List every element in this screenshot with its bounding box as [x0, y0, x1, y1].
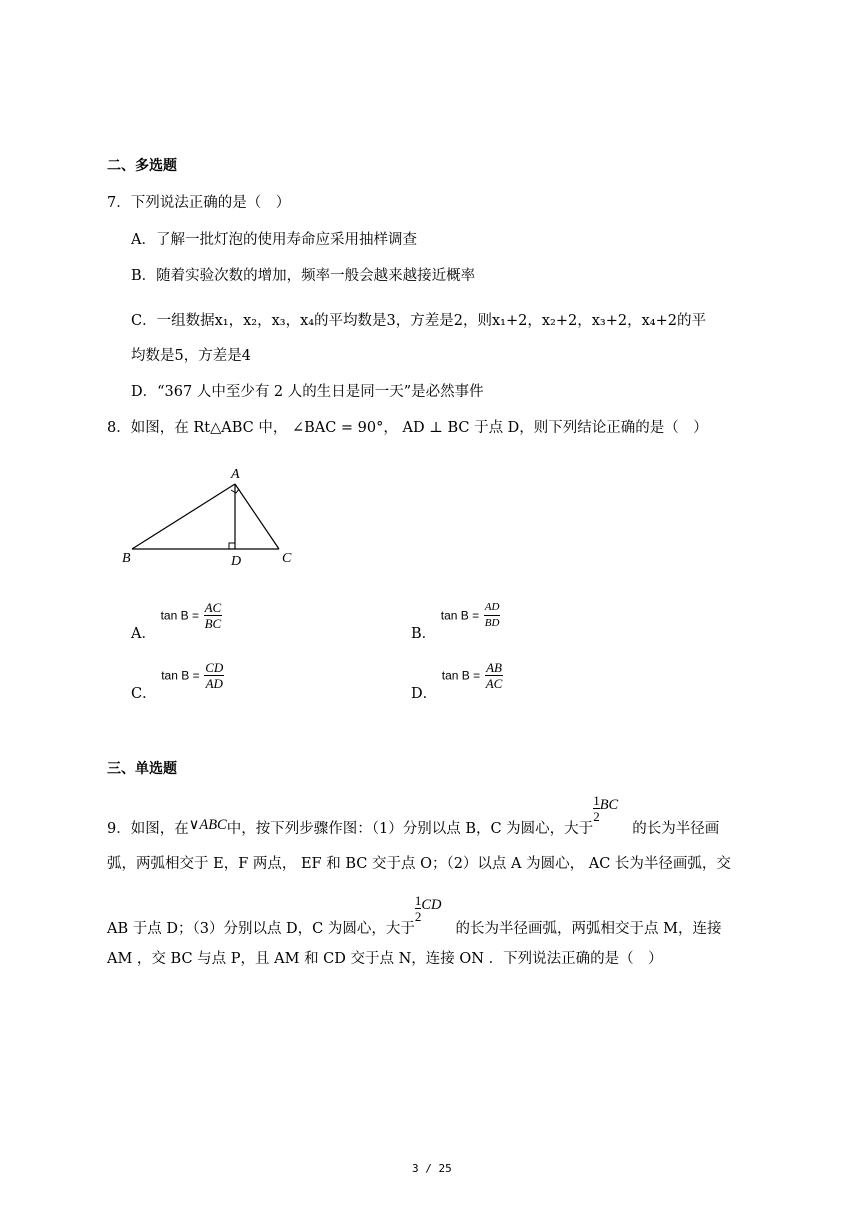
q7-option-a: A．了解一批灯泡的使用寿命应采用抽样调查: [131, 232, 417, 248]
q8-option-d: D． tan B = $\frac{AB}{AC}$: [411, 660, 503, 702]
q7-option-d: D．“367 人中至少有 2 人的生日是同一天”是必然事件: [131, 384, 484, 400]
section-2-title: 二、多选题: [107, 158, 177, 174]
q9-line4: AM ，交 BC 与点 P，且 AM 和 CD 交于点 N，连接 ON ．下列说法正确的是（ ）: [107, 951, 663, 967]
triangle-figure: [115, 462, 305, 572]
q9-line2: 弧，两弧相交于 E，F 两点， EF 和 BC 交于点 O；（2）以点 A 为圆心， AC 长为半径画弧，交: [107, 856, 731, 872]
label-b: B: [122, 551, 131, 566]
q8-option-b: B． tan B = $\frac{AD}{BD}$: [411, 601, 500, 642]
side-ac: [235, 484, 279, 549]
q7-option-c-line1: C．一组数据x₁，x₂，x₃，x₄的平均数是3，方差是2，则x₁+2，x₂+2，x₃+2，x₄+2的平: [131, 313, 706, 329]
q9-line1: 9．如图，在∨ABC中，按下列步骤作图：（1）分别以点 B，C 为圆心，大于 $\frac{1}{2}$ BC的长为半径画: [107, 793, 720, 837]
label-a: A: [231, 467, 240, 482]
section-3-title: 三、单选题: [107, 761, 177, 777]
q9-line3: AB 于点 D；（3）分别以点 D，C 为圆心，大于 $\frac{1}{2}$ CD的长为半径画弧，两弧相交于点 M，连接: [107, 893, 722, 937]
q7-stem: 7．下列说法正确的是（ ）: [107, 195, 291, 211]
q8-stem: 8．如图，在 Rt△ABC 中， ∠BAC = 90°， AD ⊥ BC 于点 D，则下列结论正确的是（ ）: [107, 420, 708, 436]
right-angle-mark-d: [229, 543, 235, 549]
q7-option-b: B．随着实验次数的增加，频率一般会越来越接近概率: [131, 268, 476, 284]
page-number: 3 / 25: [412, 1162, 452, 1175]
q8-option-c: C． tan B = $\frac{CD}{AD}$: [131, 660, 224, 702]
q7-option-c-line2: 均数是5，方差是4: [131, 348, 251, 364]
label-d: D: [231, 554, 242, 569]
side-ab: [132, 484, 235, 549]
q8-option-a: A． tan B = $\frac{AC}{BC}$: [131, 600, 222, 642]
label-c: C: [282, 551, 292, 566]
